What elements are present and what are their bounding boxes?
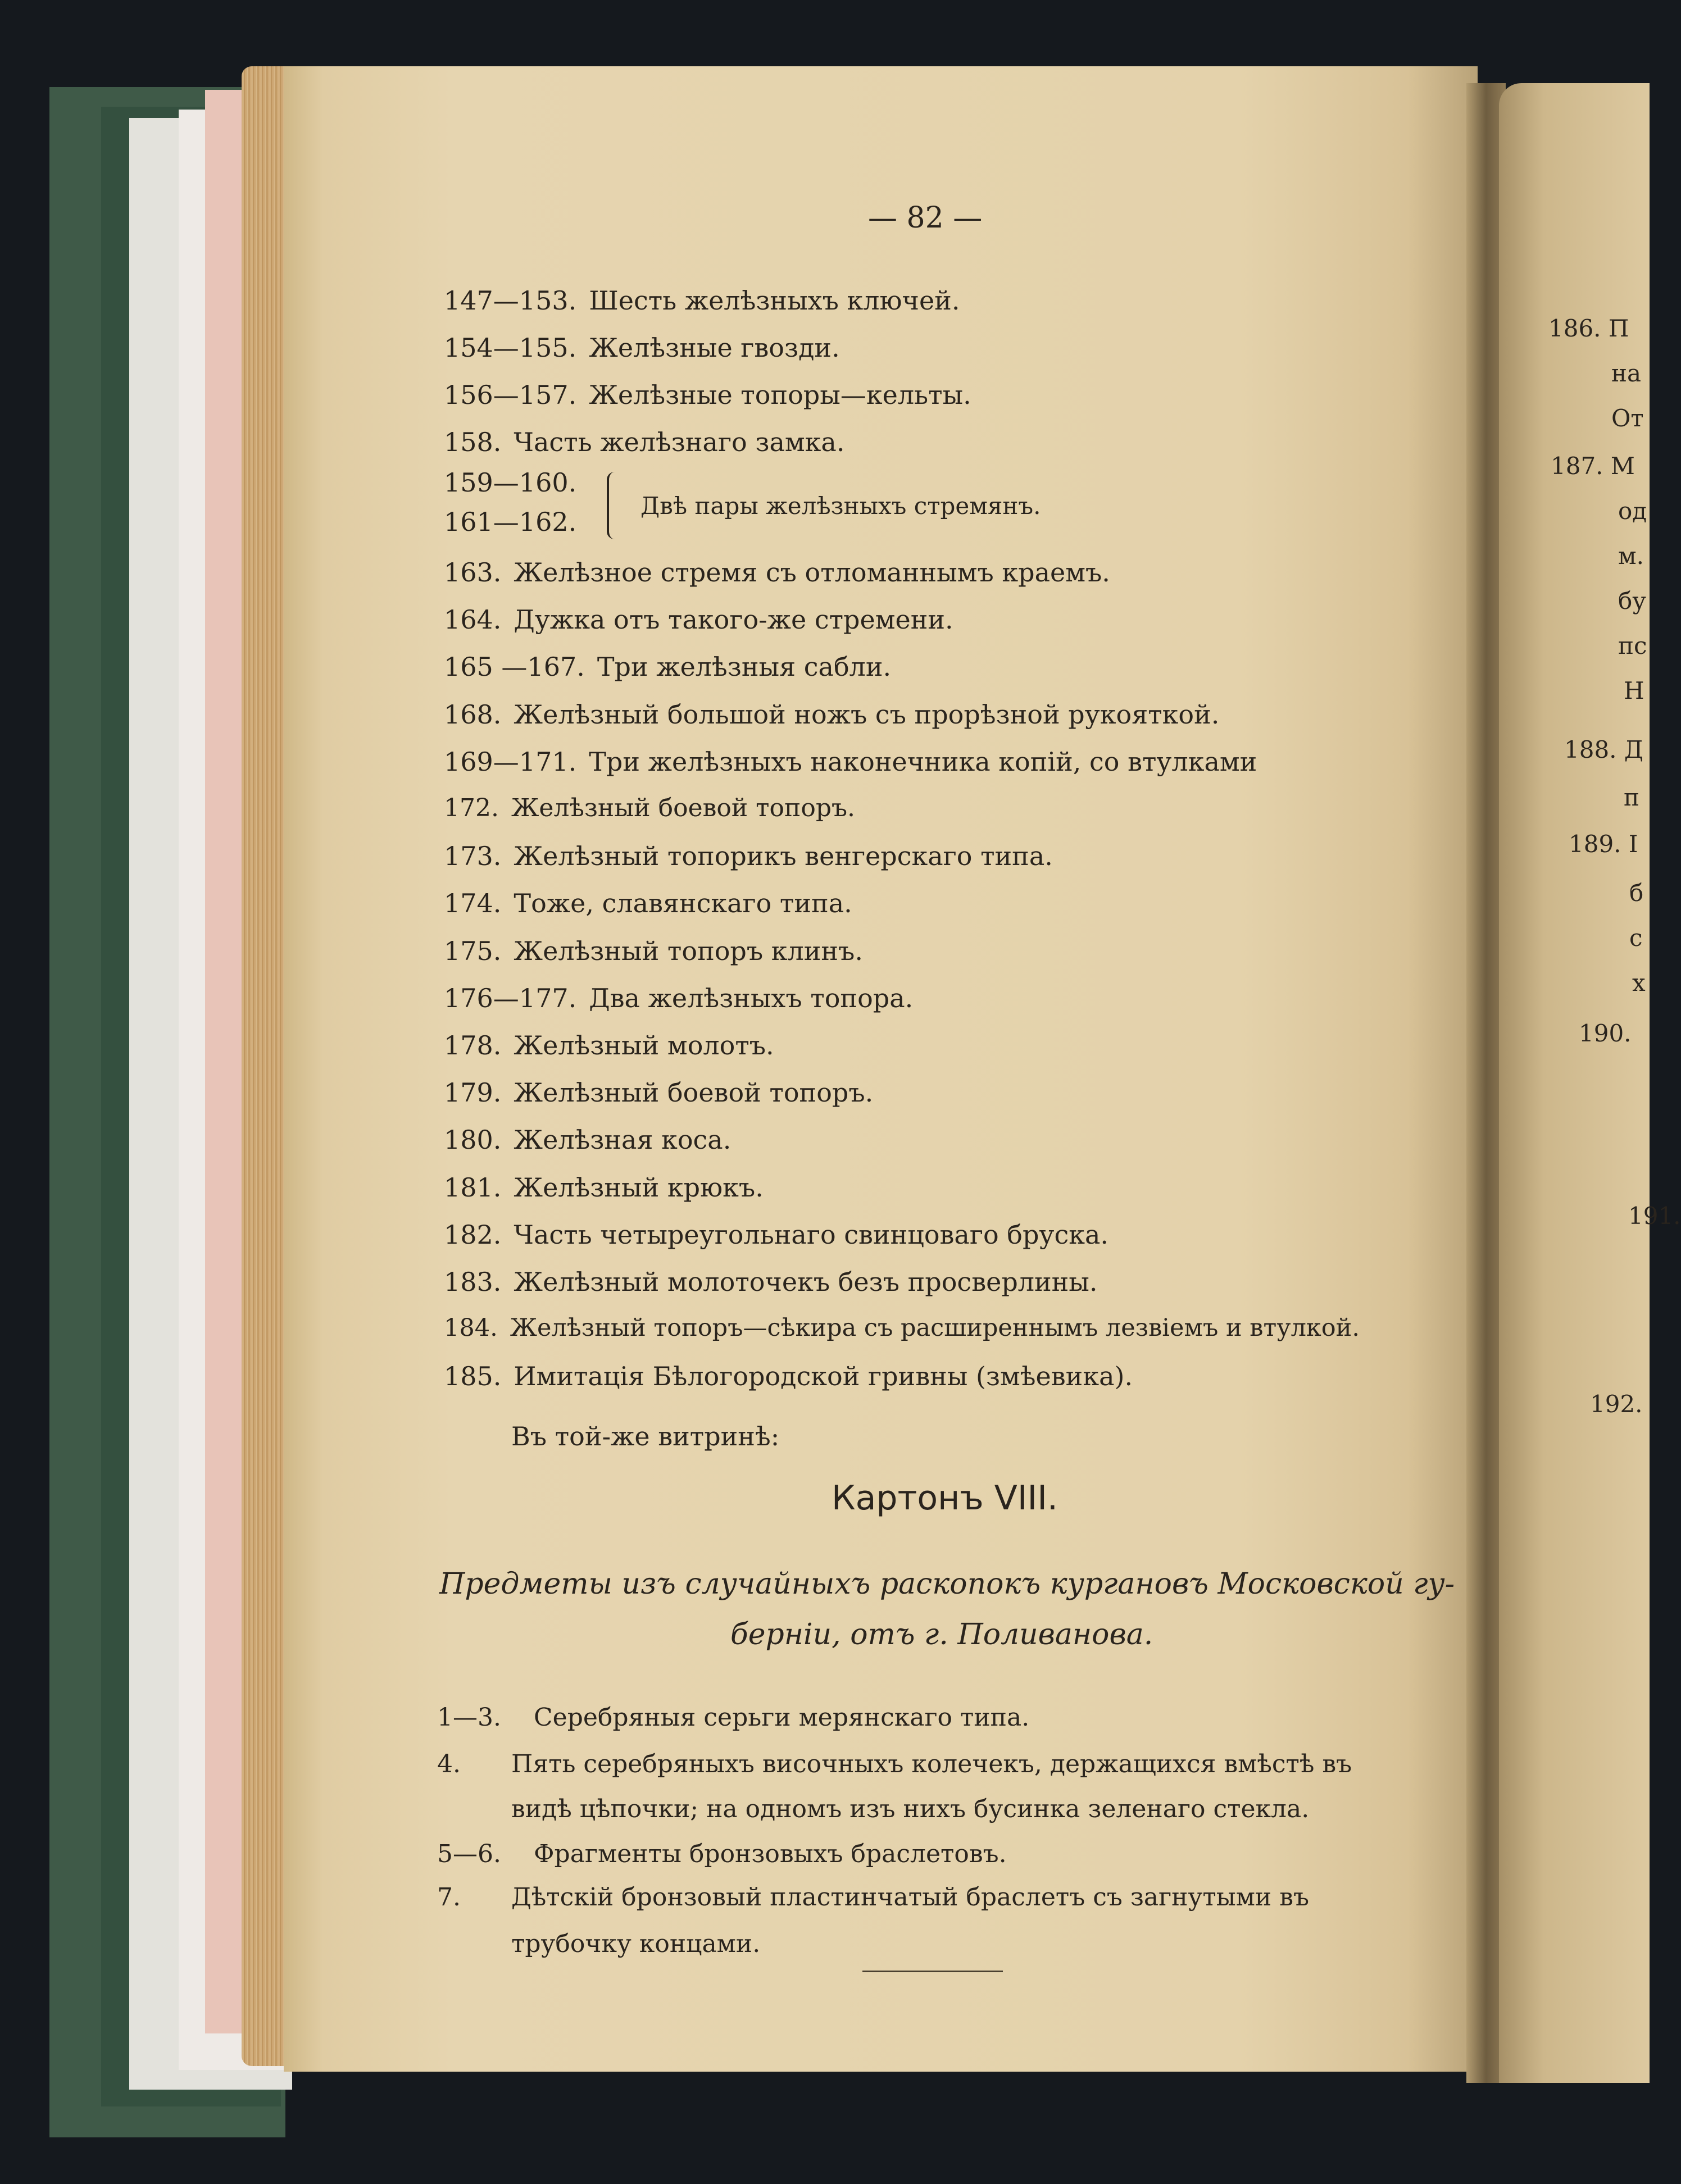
list-item [444, 427, 844, 461]
item-text: Желѣзные гвозди. [589, 333, 840, 363]
item-text: Желѣзный топоръ клинъ. [514, 936, 863, 966]
item-text: Серебряныя серьги мерянскаго типа. [534, 1703, 1030, 1732]
list-item [444, 1361, 1133, 1395]
item-text: Желѣзный боевой топоръ. [514, 1077, 874, 1108]
item-text: Тоже, славянскаго типа. [514, 888, 852, 918]
list-item [444, 888, 852, 922]
list-item [444, 604, 953, 638]
right-page-fragment: бу [1618, 587, 1646, 615]
item-text: Желѣзный топорикъ венгерскаго типа. [514, 841, 1053, 871]
item-number: 147—153. [444, 285, 577, 316]
item-number: 183. [444, 1267, 502, 1297]
right-page-fragment: 188. Д [1564, 736, 1644, 763]
item-number: 4. [437, 1750, 461, 1778]
item-text: Фрагменты бронзовыхъ браслетовъ. [534, 1840, 1007, 1868]
item-text-continued: видѣ цѣпочки; на одномъ изъ нихъ бусинка зеленаго стекла. [511, 1795, 1310, 1823]
list-item [444, 841, 1053, 875]
right-page-fragment: 187. М [1551, 452, 1635, 480]
item-number: 158. [444, 427, 502, 457]
item-text: Желѣзный большой ножъ съ прорѣзной рукояткой. [514, 699, 1220, 730]
right-page-fragment: б [1629, 879, 1644, 907]
item-number: 159—160. [444, 467, 577, 498]
carton-heading: Картонъ VIII. [832, 1478, 1058, 1518]
right-page-fragment: 186. П [1548, 315, 1629, 342]
list-item [444, 794, 855, 827]
item-text: Три желѣзныхъ наконечника копій, со втулками [589, 747, 1257, 777]
item-text: Желѣзный крюкъ. [514, 1172, 764, 1203]
item-number: 181. [444, 1172, 502, 1203]
right-page-fragment: 190. [1579, 1020, 1632, 1047]
list-item [444, 1030, 774, 1064]
list-item [444, 983, 913, 1017]
list-item [444, 1172, 764, 1206]
item-text: Двѣ пары желѣзныхъ стремянъ. [640, 492, 1041, 520]
page-number: — 82 — [868, 201, 983, 235]
item-text: Желѣзное стремя съ отломаннымъ краемъ. [514, 557, 1110, 588]
item-number: 173. [444, 841, 502, 871]
item-text: Желѣзный молотъ. [514, 1030, 774, 1061]
right-page-fragment: пс [1618, 632, 1647, 659]
item-number: 168. [444, 699, 502, 730]
item-number: 7. [437, 1883, 461, 1912]
item-number: 175. [444, 936, 502, 966]
item-number: 163. [444, 557, 502, 588]
item-text: Желѣзный топоръ—сѣкира съ расширеннымъ лезвіемъ и втулкой. [510, 1314, 1360, 1342]
same-case-note: Въ той-же витринѣ: [511, 1421, 780, 1452]
item-text: Часть четыреугольнаго свинцоваго бруска. [514, 1220, 1109, 1250]
right-page-fragment: 191. [1628, 1202, 1681, 1230]
list-item [444, 285, 960, 319]
right-page-fragment: 189. І [1569, 830, 1638, 858]
item-number: 154—155. [444, 333, 577, 363]
item-number: 176—177. [444, 983, 577, 1013]
item-text: Желѣзный молоточекъ безъ просверлины. [514, 1267, 1098, 1297]
list-item [444, 699, 1219, 733]
item-number: 169—171. [444, 747, 577, 777]
curly-brace-icon [607, 472, 621, 539]
item-number: 180. [444, 1125, 502, 1155]
list-item [444, 1077, 873, 1111]
item-text: Шесть желѣзныхъ ключей. [589, 285, 960, 316]
item-number: 164. [444, 604, 502, 635]
right-page-fragment: х [1632, 969, 1646, 997]
subheading-line-1: Предметы изъ случайныхъ раскопокъ кургановъ Московской гу- [439, 1567, 1455, 1601]
item-number: 185. [444, 1361, 502, 1391]
item-text: Часть желѣзнаго замка. [514, 427, 845, 457]
list-item [444, 747, 1257, 780]
item-text: Три желѣзныя сабли. [597, 652, 892, 682]
item-number: 5—6. [437, 1840, 501, 1868]
list-item [444, 936, 863, 970]
item-number: 179. [444, 1077, 502, 1108]
item-text: Дужка отъ такого-же стремени. [514, 604, 953, 635]
right-page-fragment: 192. [1590, 1390, 1643, 1418]
item-text: Два желѣзныхъ топора. [589, 983, 914, 1013]
item-text: Желѣзная коса. [514, 1125, 732, 1155]
item-text: Желѣзные топоры—кельты. [589, 380, 971, 410]
item-number: 161—162. [444, 507, 577, 537]
item-number: 184. [444, 1314, 498, 1342]
brace-entry [444, 467, 1230, 546]
item-text: Имитація Бѣлогородской гривны (змѣевика). [514, 1361, 1133, 1391]
item-number: 1—3. [437, 1703, 501, 1732]
item-text: Желѣзный боевой топоръ. [511, 794, 855, 822]
right-page-fragment: п [1624, 784, 1639, 811]
list-item [444, 333, 840, 366]
right-page-fragment: с [1629, 924, 1643, 952]
list-item [444, 1220, 1108, 1253]
item-number: 172. [444, 794, 499, 822]
item-text: Дѣтскій бронзовый пластинчатый браслетъ съ загнутыми въ [511, 1883, 1310, 1912]
right-page-fragment: м. [1618, 542, 1644, 570]
subheading-line-2: берніи, отъ г. Поливанова. [730, 1618, 1153, 1651]
list-item [444, 557, 1110, 591]
list-item [444, 1314, 1360, 1348]
right-page-fragment: од [1618, 497, 1647, 525]
item-text: Пять серебряныхъ височныхъ колечекъ, держащихся вмѣстѣ въ [511, 1750, 1352, 1778]
end-rule [862, 1971, 1003, 1972]
list-item [444, 652, 891, 685]
list-item [444, 1125, 731, 1158]
item-text-continued: трубочку концами. [511, 1930, 761, 1958]
list-item [444, 1267, 1098, 1300]
list-item [444, 380, 971, 413]
right-page-fragment: Н [1624, 677, 1644, 704]
right-page-fragment: на [1611, 360, 1642, 387]
item-number: 182. [444, 1220, 502, 1250]
item-number: 165 —167. [444, 652, 585, 682]
right-page-fragment: От [1611, 404, 1644, 432]
item-number: 178. [444, 1030, 502, 1061]
item-number: 156—157. [444, 380, 577, 410]
item-number: 174. [444, 888, 502, 918]
